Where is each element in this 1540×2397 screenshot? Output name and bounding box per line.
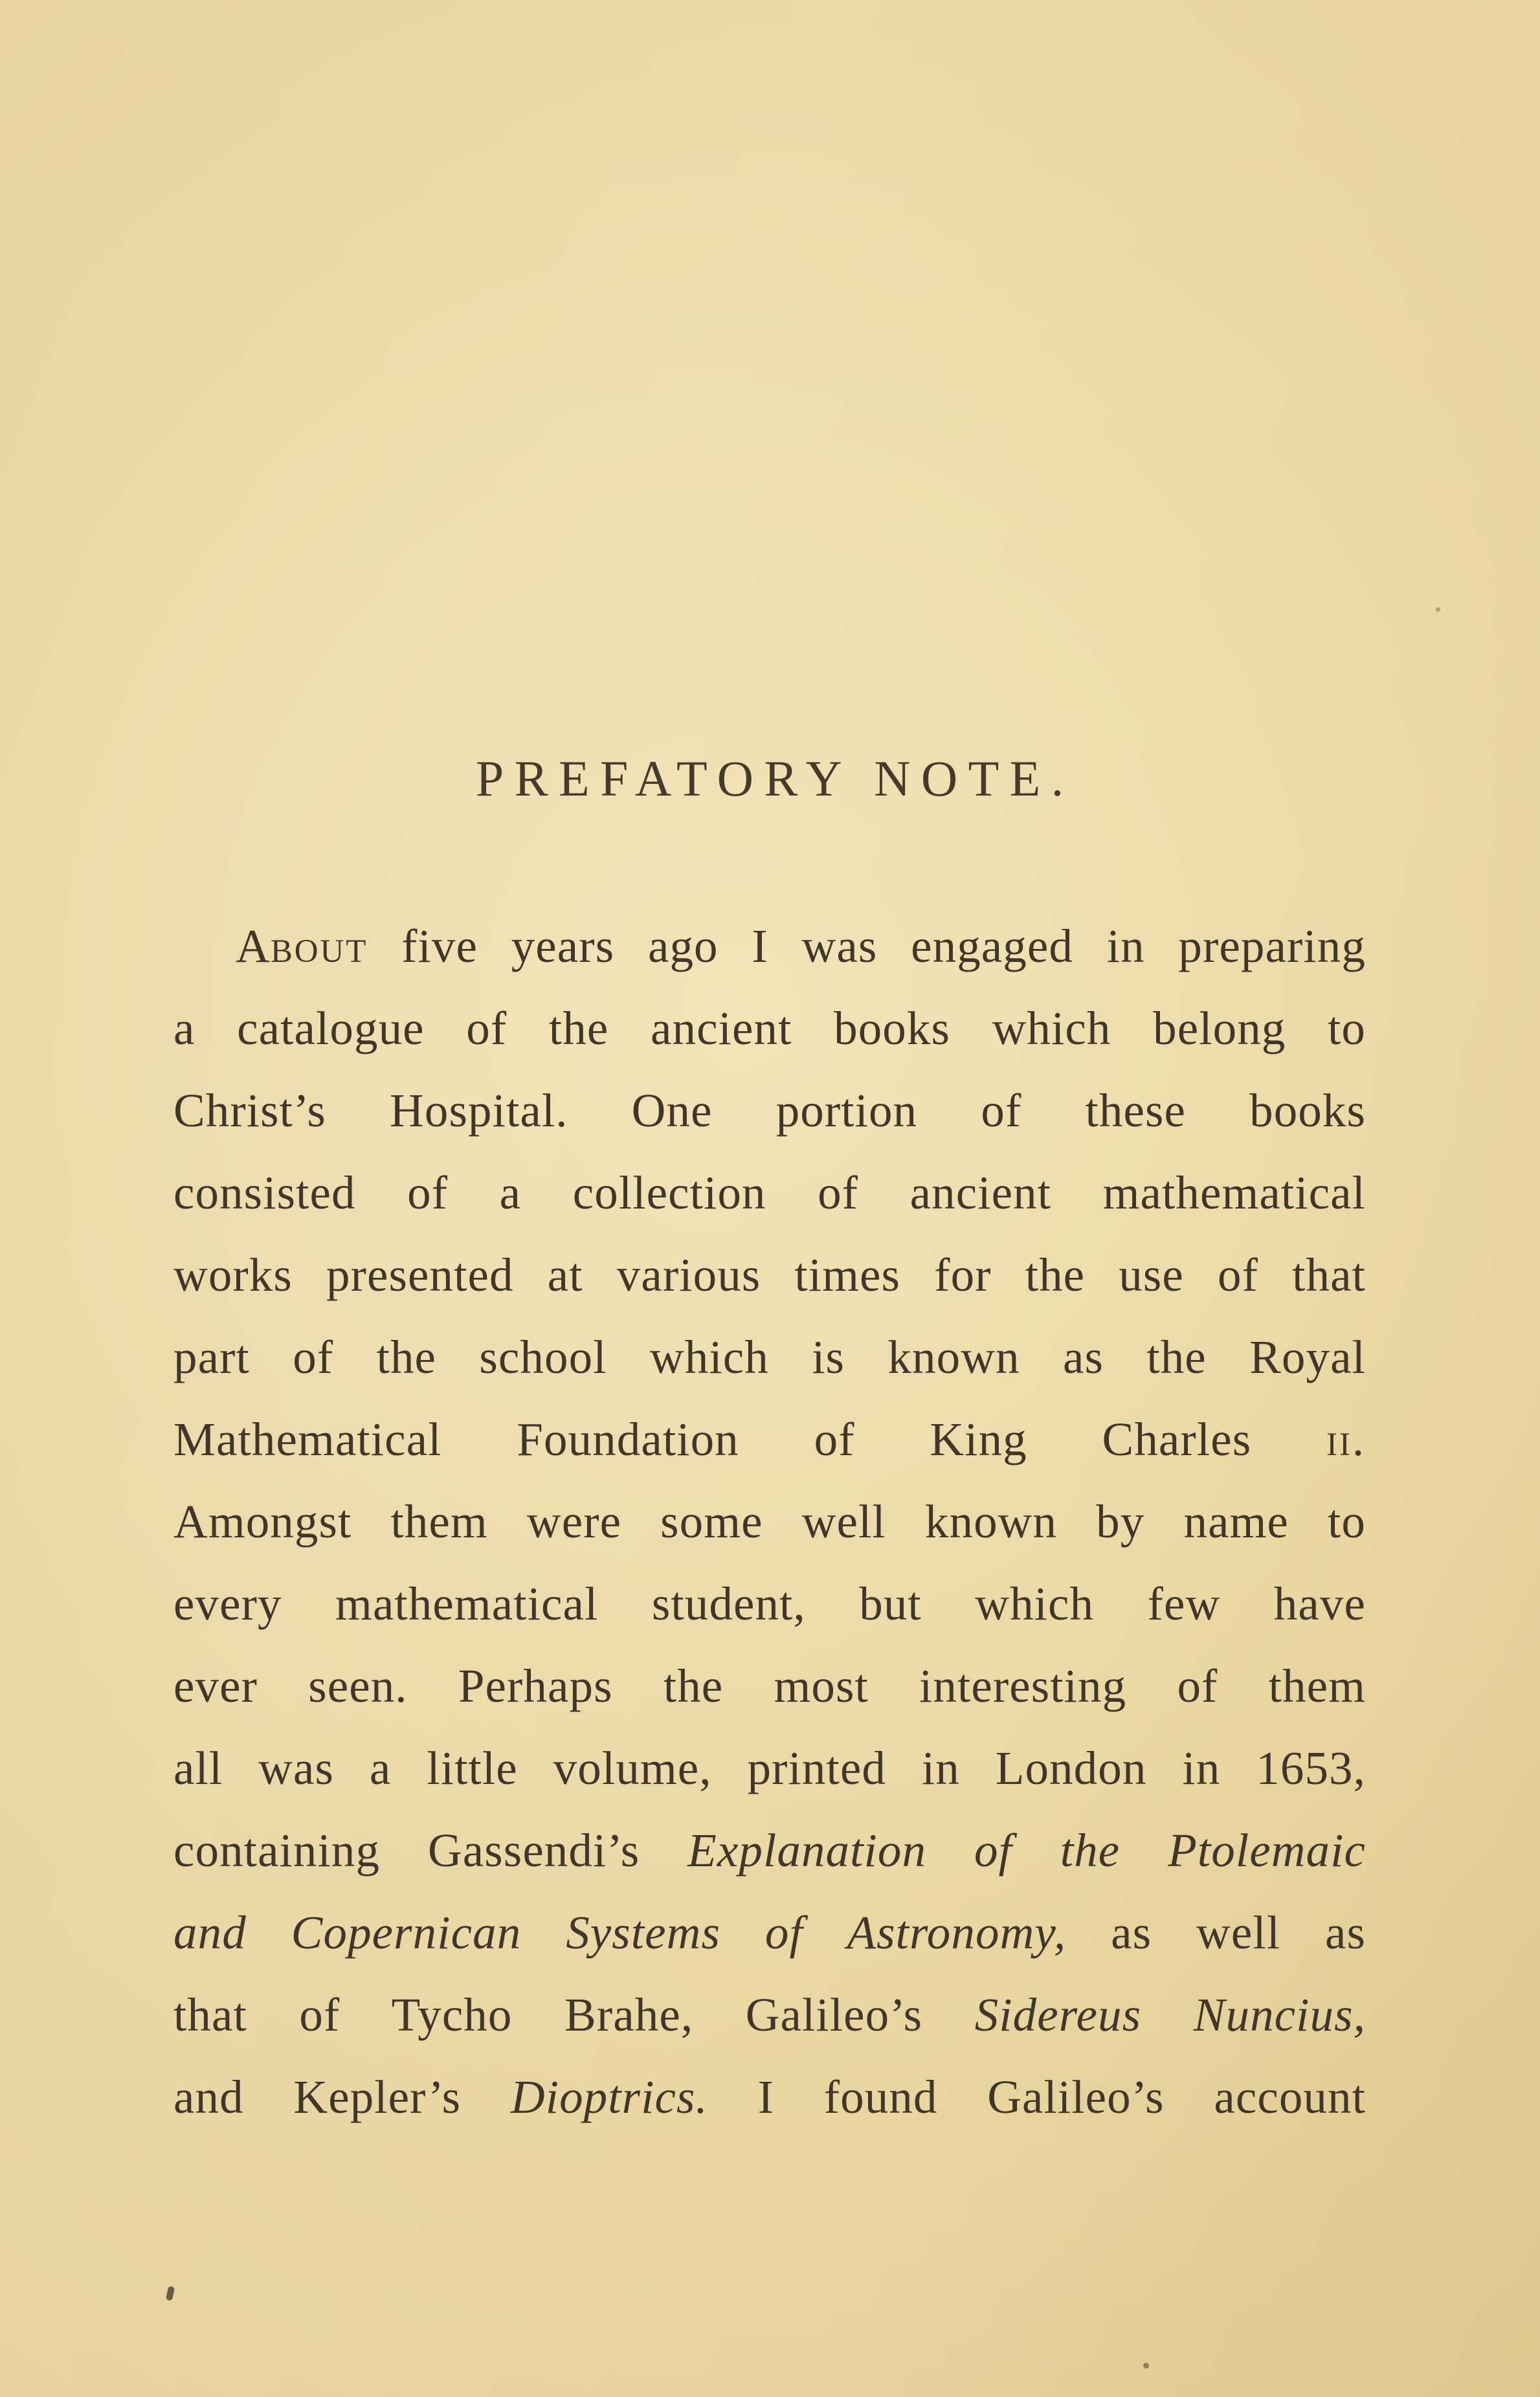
text-segment: Explanation of the Ptolemaic [687, 1824, 1367, 1877]
text-line [173, 1809, 1366, 1891]
text-segment: A [236, 920, 271, 972]
text-segment: as well as [1066, 1906, 1366, 1959]
text-segment: every mathematical student, but which few have [173, 1578, 1366, 1630]
text-segment: ever seen. Perhaps the most interesting of them [173, 1660, 1366, 1712]
text-segment: Sidereus Nuncius, [974, 1989, 1366, 2041]
text-segment: and Kepler’s [173, 2071, 511, 2123]
text-segment: consisted of a collection of ancient mathematical [173, 1166, 1366, 1219]
text-line [173, 1480, 1366, 1563]
text-block [173, 750, 1366, 2138]
text-line [173, 1152, 1366, 1234]
text-segment: and Copernican Systems of Astronomy, [173, 1906, 1067, 1959]
text-segment: ii. [1326, 1413, 1366, 1466]
text-line [173, 1727, 1366, 1809]
text-segment: I found Galileo’s account [708, 2071, 1366, 2123]
text-segment: containing Gassendi’s [173, 1824, 688, 1877]
ink-speck [1143, 2363, 1149, 2369]
text-line [173, 1069, 1366, 1152]
text-segment: works presented at various times for the use of that [173, 1249, 1366, 1301]
text-segment: part of the school which is known as the Royal [173, 1331, 1366, 1383]
ink-speck [166, 2286, 175, 2301]
text-segment: Amongst them were some well known by name to [173, 1495, 1366, 1548]
text-line [173, 1316, 1366, 1398]
text-segment: all was a little volume, printed in London in 1653, [173, 1742, 1366, 1794]
text-line [173, 1234, 1366, 1316]
text-segment: Mathematical Foundation of King Charles [173, 1413, 1327, 1466]
text-line [173, 1563, 1366, 1645]
text-line [173, 1974, 1366, 2056]
text-segment: Christ’s Hospital. One portion of these books [173, 1084, 1366, 1137]
text-segment: Dioptrics. [510, 2071, 708, 2123]
ink-speck [1436, 607, 1440, 612]
text-line [173, 1891, 1366, 1974]
text-line [173, 987, 1366, 1069]
text-segment: bout [270, 920, 368, 972]
text-line [173, 1398, 1366, 1480]
text-segment: a catalogue of the ancient books which belong to [173, 1002, 1366, 1054]
paragraph [173, 905, 1366, 2138]
page-title: PREFATORY NOTE. [475, 750, 1075, 807]
text-line [173, 1645, 1366, 1727]
text-line [173, 2056, 1366, 2138]
text-segment: five years ago I was engaged in preparing [368, 920, 1366, 972]
text-line [173, 905, 1366, 987]
text-segment: that of Tycho Brahe, Galileo’s [173, 1989, 975, 2041]
